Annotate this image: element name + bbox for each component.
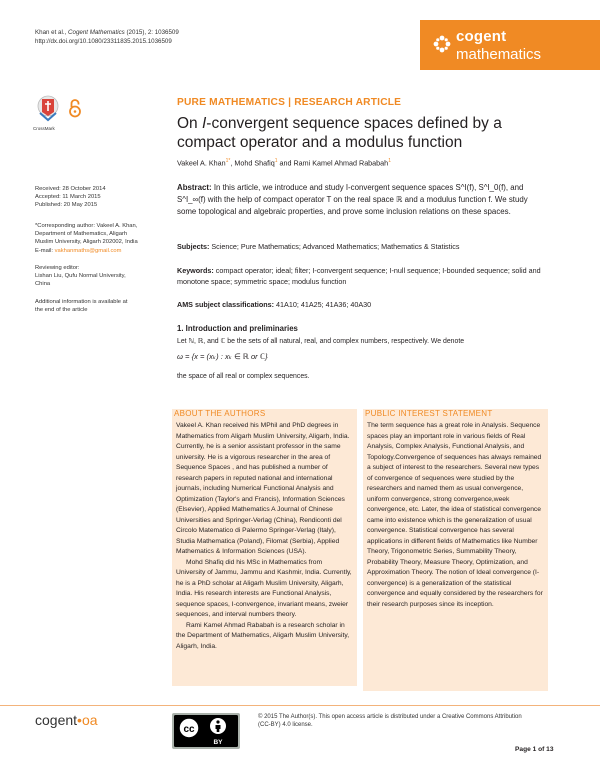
subjects-label: Subjects: (177, 242, 210, 251)
abstract-label: Abstract: (177, 183, 212, 192)
corresponding-author-line: *Corresponding author: Vakeel A. Khan, (35, 223, 138, 229)
by-icon-text: BY (213, 739, 223, 746)
published-date: Published: 20 May 2015 (35, 202, 98, 209)
footer-divider (0, 705, 600, 706)
author-list: Vakeel A. Khan$^{1*}$, Mohd Shafiq$^1$ and Rami Kamel Ahmad Rababah$^1$ (177, 158, 391, 168)
cc-by-license-icon[interactable] (172, 713, 240, 749)
accepted-date: Accepted: 11 March 2015 (35, 194, 101, 201)
reviewing-editor-name: Lishan Liu, Qufu Normal University, (35, 273, 126, 280)
dates-block (35, 185, 155, 210)
email-link[interactable]: vakhanmaths@gmail.com (54, 247, 122, 254)
ams-text: 41A10; 41A25; 41A36; 40A30 (274, 300, 372, 309)
subjects (177, 241, 549, 252)
open-access-lock-icon (68, 98, 82, 118)
intro-line-1: Let ℕ, ℝ, and ℂ be the sets of all natural, real, and complex numbers, respectively. We denote (177, 338, 465, 345)
intro-line-2: the space of all real or complex sequences. (177, 373, 310, 380)
corresponding-author-line: Department of Mathematics, Aligarh (35, 231, 128, 238)
email-line: E-mail: vakhanmaths@gmail.com (35, 247, 122, 254)
cogent-flower-icon (432, 34, 452, 54)
license-statement (258, 713, 558, 730)
additional-info-line: Additional information is available at (35, 299, 128, 305)
footer-cogent-text: cogent (35, 712, 78, 728)
doi-link[interactable]: http://dx.doi.org/10.1080/23311835.2015.1036509 (35, 38, 172, 45)
keywords-text: compact operator; ideal; filter; I-convergent sequence; I-null sequence; I-bounded sequence; solid and monotone space; symmetric space; modulus function (177, 266, 541, 286)
additional-info-note (35, 298, 155, 314)
crossmark-icon[interactable] (37, 95, 59, 129)
section-tag: PURE MATHEMATICS | RESEARCH ARTICLE (177, 97, 402, 108)
about-author-rababah: Rami Kamel Ahmad Rababah is a research scholar in the Department of Mathematics, Aligarh Muslim University, Aligarh, India. (176, 621, 350, 650)
page-number: Page 1 of 13 (515, 746, 554, 753)
cogent-mathematics-logo[interactable] (420, 20, 600, 70)
additional-info-line: the end of the article (35, 307, 88, 314)
abstract (177, 182, 549, 218)
public-interest-heading: PUBLIC INTEREST STATEMENT (363, 409, 548, 421)
citation-header (35, 28, 179, 46)
ams-label: AMS subject classifications: (177, 300, 275, 309)
omega-formula: ω = {x = (xₖ) : xₖ ∈ ℝ or ℂ} (177, 352, 268, 361)
public-interest-box (363, 421, 548, 691)
about-author-khan: Vakeel A. Khan received his MPhil and PhD degrees in Mathematics from Aligarh Muslim University, Aligarh, India. Currently, he is a senior assistant professor in the same university. He is a vigorous researcher in the area of Sequence Spaces , and has published a number of research papers in reputed national and international journals, including Numerical Functional Analysis and Optimization (Taylor's and Francis), Information Sciences (Elsevier), Applied Mathematics A Journal of Chinese Universities and Springer-Verlag (China), Rendiconti del Circolo Matematico di Palermo Springer-Verlag (Italy), Studia Mathematica (Poland), Filomat (Serbia), Applied Mathematics & Information Sciences (USA). (176, 422, 350, 555)
license-line-2: (CC-BY) 4.0 license. (258, 722, 313, 729)
reviewing-editor-country: China (35, 281, 51, 288)
abstract-text: In this article, we introduce and study I-convergent sequence spaces S^I(f), S^I_0(f), and S^I_∞(f) with the help of compact operator T on the real space ℝ and a modulus function f. We study some topological and algebraic properties, and prove some inclusion relations on these spaces. (177, 183, 528, 216)
cogent-oa-logo[interactable] (35, 712, 98, 728)
ams-classifications (177, 299, 549, 310)
about-authors-box (172, 421, 357, 686)
keywords-label: Keywords: (177, 266, 214, 275)
section-heading-introduction: 1. Introduction and preliminaries (177, 324, 298, 333)
keywords (177, 265, 549, 287)
corresponding-author-block (35, 222, 155, 255)
logo-mathematics-text: mathematics (456, 46, 542, 63)
crossmark-label: CrossMark (33, 126, 55, 131)
reviewing-editor-block (35, 264, 155, 289)
citation-line-1: Khan et al., Cogent Mathematics (2015), 2: 1036509 (35, 29, 179, 36)
public-interest-text: The term sequence has a great role in Analysis. Sequence spaces play an important role in various fields of Real Analysis, Complex Analysis, Functional Analysis, and Topology.Convergence of sequences has always remained a subject of interest to the researchers. Several new types of convergence of sequences were studied by the researchers and named them as usual convergence, uniform convergence, strong convergence,week convergence, etc. Later, the idea of statistical convergence came into existence which is the generalization of usual convergence. Statistical convergence has several applications in different fields of Mathematics like Number Theory, Trigonometric Series, Summability Theory, Probability Theory, Measure Theory, Optimization, and Approximation Theory. The notion of Ideal convergence (I-convergence) is a generalization of the statistical convergence and equally considered by the researchers for their research purposes since its inception. (367, 422, 543, 608)
article-title: On I-convergent sequence spaces defined by a compact operator and a modulus function (177, 115, 502, 151)
subjects-text: Science; Pure Mathematics; Advanced Mathematics; Mathematics & Statistics (209, 242, 460, 251)
received-date: Received: 28 October 2014 (35, 186, 106, 192)
about-authors-heading: ABOUT THE AUTHORS (172, 409, 357, 421)
reviewing-editor-label: Reviewing editor: (35, 265, 80, 271)
footer-oa-text: oa (81, 712, 98, 728)
footer-dot-separator: • (77, 712, 82, 728)
logo-cogent-text: cogent (456, 28, 507, 45)
corresponding-author-line: Muslim University, Aligarh 202002, India (35, 239, 138, 246)
license-line-1: © 2015 The Author(s). This open access article is distributed under a Creative Commons Attribution (258, 714, 522, 720)
about-author-shafiq: Mohd Shafiq did his MSc in Mathematics from University of Jammu, Jammu and Kashmir, India. Currently, he is a PhD scholar at Aligarh Muslim University, Aligarh, India. His research interests are Functional Analysis, sequence spaces, I-convergence, invariant means, zweier sequences, and interval numbers theory. (176, 558, 352, 618)
cc-icon-text: cc (183, 724, 195, 735)
